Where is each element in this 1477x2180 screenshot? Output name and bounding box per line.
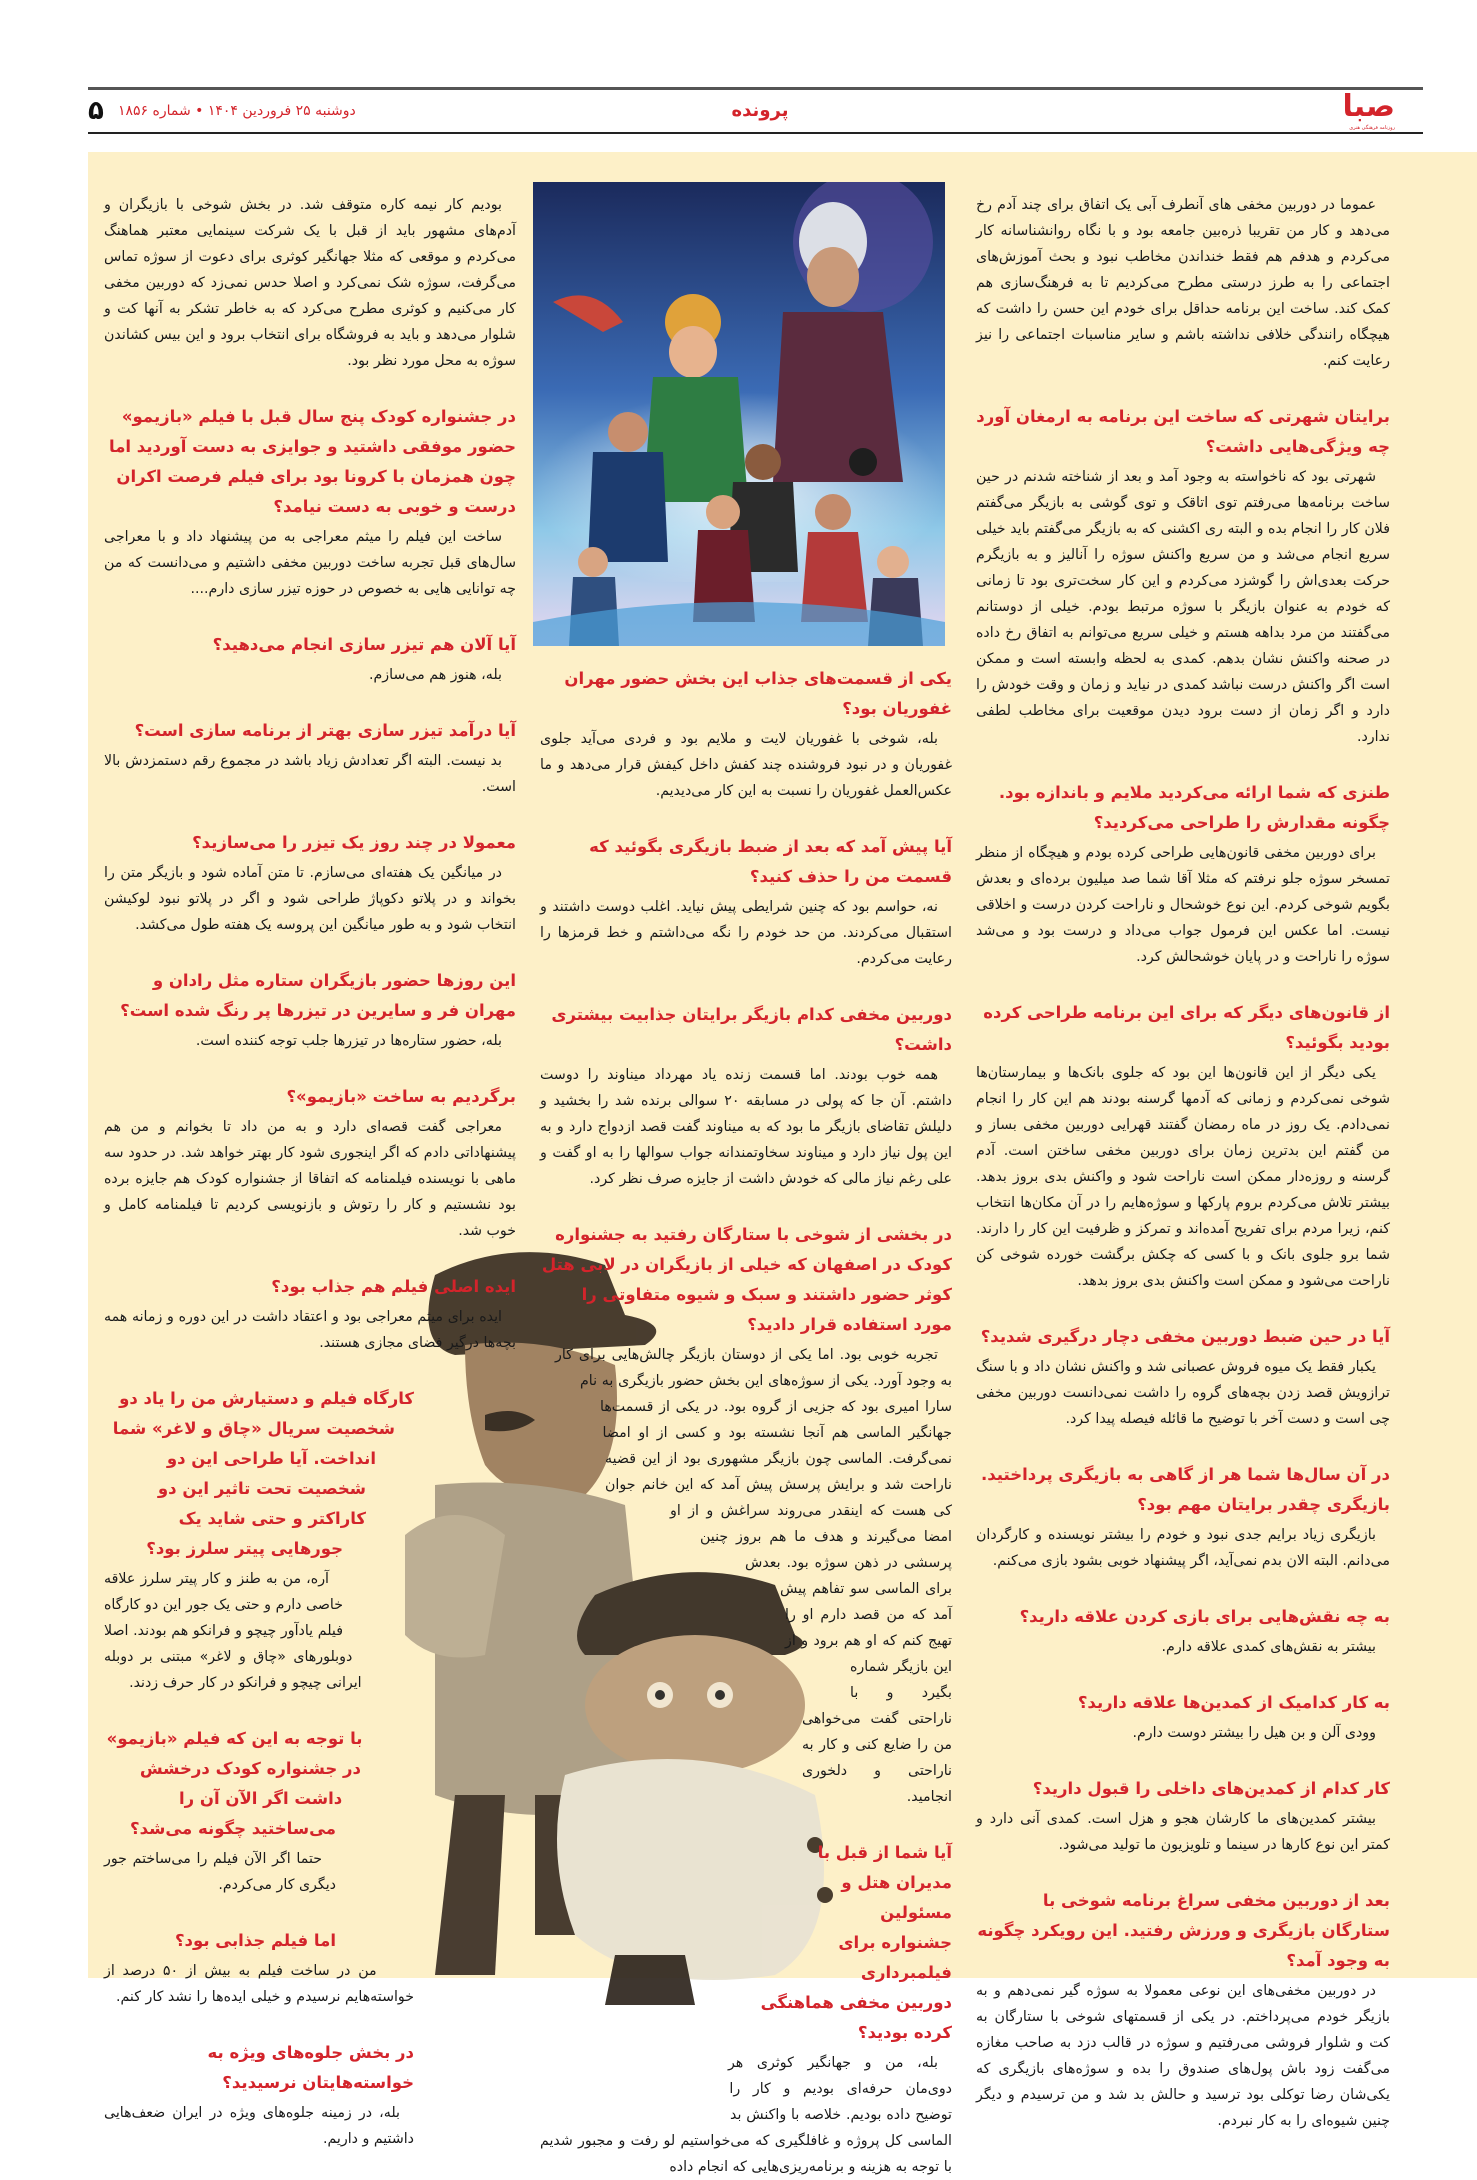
interview-answer: بله، حضور ستاره‌ها در تیزرها جلب توجه کننده است. [195,1033,502,1049]
interview-answer: یکی دیگر از این قانون‌ها این بود که جلوی بانک‌ها و بیمارستان‌ها شوخی نمی‌کردم و زمانی که آدمها گرسنه بودند هم این کار را انجام نمی‌دادم. یک روز در ماه رمضان گفتند قهرایی دوربین مخفی بساز و من گفتم این بدترین زمان برای دوربین مخفی ساختن است. آدم گرسنه و روزه‌دار ممکن است ناراحت شود و واکنش بدی بروز بدهد. بیشتر تلاش می‌کردم بروم پارکها و سوژه‌هایم را در آن مکان‌ها انتخاب کنم، زیرا مردم برای تفریح آمده‌اند و تمرکز و ظرفیت این کار را دارند. شما برو جلوی بانک و با کسی که چکش برگشت خورده شوخی کن ناراحت می‌شود و ممکن است واکنش بدی بروز بدهد. [976,1065,1390,1289]
interview-answer: حتما اگر الآن فیلم را می‌ساختم جور دیگری کار می‌کردم. [104,1851,336,1893]
interview-question: به چه نقش‌هایی برای بازی کردن علاقه دارید؟ [1019,1607,1390,1626]
article-column-left [104,192,516,2152]
qa-item [104,630,516,688]
qa-item [104,1272,516,1356]
newspaper-logo[interactable]: صبا [1342,89,1395,124]
interview-answer: عموما در دوربین مخفی های آنطرف آبی یک اتفاق برای چند آدم رخ می‌دهد و کار من تقریبا ذره‌بین جامعه بود و با نگاه روانشناسانه کار می‌کردم و هدفم هم فقط خنداندن مخاطب نبود و بحث آموزش‌های اجتماعی را به طرز درستی مطرح می‌کردیم تا به فرهنگ‌سازی هم کمک کند. ساخت این برنامه حداقل برای خودم این حسن را داشت که هیچگاه رانندگی خلافی نداشته باشم و سایر مناسبات اجتماعی را نیز رعایت کنم. [976,197,1390,369]
qa-item [976,1602,1390,1660]
header-rule-bottom [88,132,1423,134]
interview-answer: بله، در زمینه جلوه‌های ویژه در ایران ضعف‌هایی داشتیم و داریم. [104,2105,414,2147]
interview-question: در جشنواره کودک پنج سال قبل با فیلم «بازیمو» حضور موفقی داشتید و جوایزی به دست آوردید اما چون همزمان با کرونا بود برای فیلم فرصت اکران درست و خوبی به دست نیامد؟ [109,407,516,516]
interview-question: ایده اصلی فیلم هم جذاب بود؟ [271,1277,516,1296]
interview-question: آیا آلان هم تیزر سازی انجام می‌دهید؟ [212,635,516,654]
interview-question: کار کدام از کمدین‌های داخلی را قبول دارید؟ [1032,1779,1390,1798]
interview-answer: بودیم کار نیمه کاره متوقف شد. در بخش شوخی با بازیگران و آدم‌های مشهور باید از قبل با یک شرکت سینمایی معتبر هماهنگ می‌کردم و موقعی که مثلا جهانگیر کوثری برای دعوت از سوژه تماس می‌گرفت، سوژه شک نمی‌کرد و اصلا حدس نمی‌زد که دوربین مخفی کار می‌کنیم و کوثری مطرح می‌کرد که به خاطر تشکر به آنها کت و شلوار می‌دهد و باید به فروشگاه برای انتخاب برود و این بیس کشاندن سوژه به محل مورد نظر بود. [104,197,516,369]
interview-question: کارگاه فیلم و دستیارش من را یاد دو شخصیت سریال «چاق و لاغر» شما انداخت. آیا طراحی این دو شخصیت تحت تاثیر این دو کاراکتر و حتی شاید یک جورهایی پیتر سلرز بود؟ [112,1389,414,1558]
interview-question: آیا در حین ضبط دوربین مخفی دچار درگیری شدید؟ [980,1327,1390,1346]
interview-answer: در میانگین یک هفته‌ای می‌سازم. تا متن آماده شود و بازیگر متن را بخواند و در پلاتو دکوپاژ طراحی شود و اگر در پلاتو نبود لوکیشن انتخاب شود و به طور میانگین این پروسه یک هفته طول می‌کشد. [104,865,516,933]
qa-item [104,1384,516,1696]
interview-answer: بله، شوخی با غفوریان لایت و ملایم بود و فردی می‌آید جلوی غفوریان و در نبود فروشنده چند کفش داخل کیفش قرار می‌دهد و ما عکس‌العمل غفوریان را نسبت به این کار می‌دیدیم. [540,731,952,799]
newspaper-logo-tagline: روزنامه فرهنگی هنری [1349,125,1395,131]
qa-item [104,716,516,800]
interview-answer: همه خوب بودند. اما قسمت زنده یاد مهرداد میناوند را دوست داشتم. آن جا که پولی در مسابقه ۲۰ سوالی برنده شد را بخشید و دلیلش تقاضای بازیگر ما بود که به میناوند گفت قصد ازدواج دارد و به این پول نیاز دارد و میناوند سخاوتمندانه جواب سوالها را به او گفت و علی رغم نیاز مالی که خودش داشت از جایزه صرف نظر کرد. [540,1067,952,1187]
qa-item [104,966,516,1054]
interview-question: در بخش جلوه‌های ویژه به خواسته‌هایتان نرسیدید؟ [207,2043,414,2092]
qa-item [976,998,1390,1294]
interview-answer: بیشتر کمدین‌های ما کارشان هجو و هزل است. کمدی آنی دارد و کمتر این نوع کارها در سینما و تلویزیون ما تولید می‌شود. [976,1811,1390,1853]
interview-question: یکی از قسمت‌های جذاب این بخش حضور مهران غفوریان بود؟ [564,669,952,718]
interview-answer: وودی آلن و بن هیل را بیشتر دوست دارم. [1132,1725,1376,1741]
film-poster-image [533,182,945,646]
qa-item [976,778,1390,970]
qa-item [104,828,516,938]
interview-question: آیا پیش آمد که بعد از ضبط بازیگری بگوئید که قسمت من را حذف کنید؟ [589,837,952,886]
interview-answer: معراجی گفت قصه‌ای دارد و به من داد تا بخوانم و من هم پیشنهاداتی دادم که اگر اینجوری شود کار بهتر خواهد شد. در حدود سه ماهی با نویسنده فیلمنامه که اتفاقا از جشنواره کودک هم جایزه برده بود نشستیم و کار را رتوش و بازنویسی کردیم تا فیلمنامه کامل و خوب شد. [104,1119,516,1239]
interview-question: بعد از دوربین مخفی سراغ برنامه شوخی با ستارگان بازیگری و ورزش رفتید. این رویکرد چگونه به وجود آمد؟ [977,1891,1390,1970]
header-rule-top [88,87,1423,90]
qa-item [104,1082,516,1244]
interview-answer: شهرتی بود که ناخواسته به وجود آمد و بعد از شناخته شدنم در حین ساخت برنامه‌ها می‌رفتم توی اتاقک و توی گوشی به بازیگر می‌گفتم فلان کار را انجام بده و البته ری اکشنی که به بازیگر می‌گفتم باید خیلی سریع انجام می‌شد و من سریع واکنش سوژه را آنالیز و به بازیگرم حرکت بعدی‌اش را گوشزد می‌کردم و این کار سخت‌تری بود تا زمانی که خودم به عنوان بازیگر با سوژه مرتبط بودم. خیلی از دوستانم می‌گفتند من مرد بداهه هستم و خیلی سریع می‌توانم به اتفاق رخ داده در صحنه واکنش نشان بدهم. کمدی به لحظه وابسته است و ممکن است اگر واکنش درست نباشد کمدی در نیاید و زمان و وقت خودش را دارد و اگر زمان از دست برود دیدن موقعیت برای مخاطب لطفی ندارد. [976,469,1390,745]
interview-question: برگردیم به ساخت «بازیمو»؟ [286,1087,516,1106]
qa-item [104,402,516,602]
interview-question: معمولا در چند روز یک تیزر را می‌سازید؟ [192,833,516,852]
qa-item [104,192,516,374]
interview-question: برایتان شهرتی که ساخت این برنامه به ارمغان آورد چه ویژگی‌هایی داشت؟ [976,407,1390,456]
interview-question: با توجه به این که فیلم «بازیمو» در جشنواره کودک درخشش داشت اگر الآن آن را می‌ساختید چگونه می‌شد؟ [106,1729,363,1838]
qa-item [976,1886,1390,2134]
qa-item [540,1000,952,1192]
qa-item [976,1460,1390,1574]
interview-question: آیا شما از قبل با مدیران هتل و مسئولین جشنواره برای فیلمبرداری دوربین مخفی هماهنگی کرده بودید؟ [760,1843,952,2042]
interview-question: آیا درآمد تیزر سازی بهتر از برنامه سازی است؟ [134,721,516,740]
qa-item [976,402,1390,750]
page-number: ۵ [88,96,104,126]
qa-item [976,192,1390,374]
section-title: پرونده [731,100,789,121]
qa-item [976,1322,1390,1432]
interview-answer: نه، حواسم بود که چنین شرایطی پیش نیاید. اغلب دوست داشتند و استقبال می‌کردند. من حد خودم را نگه می‌داشتم و خط قرمزها را رعایت می‌کردم. [540,899,952,967]
interview-question: به کار کدامیک از کمدین‌ها علاقه دارید؟ [1077,1693,1390,1712]
qa-item [540,1220,952,1810]
qa-item [976,1688,1390,1746]
interview-question: در آن سال‌ها شما هر از گاهی به بازیگری پرداختید. بازیگری چقدر برایتان مهم بود؟ [980,1465,1390,1514]
interview-answer: ساخت این فیلم را میثم معراجی به من پیشنهاد داد و با معراجی سال‌های قبل تجربه ساخت دوربین مخفی داشتیم و می‌دانست که من چه توانایی هایی به خصوص در حوزه تیزر سازی دارم.... [104,529,516,597]
qa-item [540,664,952,804]
interview-answer: بد نیست. البته اگر تعدادش زیاد باشد در مجموع رقم دستمزدش بالا است. [104,753,516,795]
qa-item [540,832,952,972]
interview-answer: بله، من و جهانگیر کوثری هر دوی‌مان حرفه‌ای بودیم و کار را توضیح داده بودیم. خلاصه با واکنش بد الماسی کل پروژه و غافلگیری که می‌خواستیم لو رفت و مجبور شدیم با توجه به هزینه و برنامه‌ریزی‌هایی که انجام داده [540,2055,952,2175]
interview-question: دوربین مخفی کدام بازیگر برایتان جذابیت بیشتری داشت؟ [551,1005,952,1054]
interview-answer: برای دوربین مخفی قانون‌هایی طراحی کرده بودم و هیچگاه از منظر تمسخر سوژه جلو نرفتم که مثلا آقا شما صد میلیون برده‌ای و بعدش بگویم شوخی کردم. این نوع خوشحال و ناراحت کردن درست و اخلاقی نیست. اما عکس این فرمول جواب می‌داد و درست بود و می‌شد سوژه را ناراحت و در پایان خوشحالش کرد. [976,845,1390,965]
interview-answer: بله، هنوز هم می‌سازم. [368,667,502,683]
interview-question: این روزها حضور بازیگران ستاره مثل رادان و مهران فر و سایرین در تیزرها پر رنگ شده است؟ [120,971,516,1020]
interview-answer: بازیگری زیاد برایم جدی نبود و خودم را بیشتر نویسنده و کارگردان می‌دانم. البته الان بدم نمی‌آید، اگر پیشنهاد خوبی بشود بازی می‌کنم. [976,1527,1390,1569]
qa-item [976,1774,1390,1858]
interview-answer: یکبار فقط یک میوه فروش عصبانی شد و واکنش نشان داد و با سنگ ترازویش قصد زدن بچه‌های گروه را داشت نمی‌دانست دوربین مخفی چی است و دست آخر با توضیح ما قائله فیصله پیدا کرد. [976,1359,1390,1427]
article-column-middle [540,664,952,2180]
interview-answer: در دوربین مخفی‌های این نوعی معمولا به سوژه گیر نمی‌دهم و به بازیگر خودم می‌پرداختم. در یکی از قسمتهای شوخی با ستارگان به کت و شلوار فروشی می‌رفتیم و سوژه در قالب دزد به صاحب مغازه می‌گفت زود باش پول‌های صندوق را بده و سوژه‌های بازیگری که یکی‌شان رضا توکلی بود ترسید و حالش بد شد و من ترسیدم و دیگر چنین شیوه‌ای را به کار نبردم. [976,1983,1390,2129]
interview-question: از قانون‌های دیگر که برای این برنامه طراحی کرده بودید بگوئید؟ [983,1003,1390,1052]
interview-answer: آره، من به طنز و کار پیتر سلرز علاقه خاصی دارم و حتی یک جور این دو کارگاه فیلم یادآور چیچو و فرانکو هم بودند. اصلا دوبلورهای «چاق و لاغر» مبتنی بر دوبله ایرانی چیچو و فرانکو در کار حرف زدند. [104,1571,362,1691]
interview-question: در بخشی از شوخی با ستارگان رفتید به جشنواره کودک در اصفهان که خیلی از بازیگران در لابی هتل کوثر حضور داشتند و سبک و شیوه متفاوتی را مورد استفاده قرار دادید؟ [541,1225,952,1334]
interview-answer: من در ساخت فیلم به بیش از ۵۰ درصد از خواسته‌هایم نرسیدم و خیلی ایده‌ها را نشد کار کنم. [104,1963,414,2005]
interview-answer: ایده برای میثم معراجی بود و اعتقاد داشت در این دوره و زمانه همه بچه‌ها درگیر فضای مجازی هستند. [104,1309,516,1351]
dateline: دوشنبه ۲۵ فروردین ۱۴۰۴ • شماره ۱۸۵۶ [118,103,356,119]
interview-question: طنزی که شما ارائه می‌کردید ملایم و باندازه بود. چگونه مقدارش را طراحی می‌کردید؟ [998,783,1390,832]
interview-question: اما فیلم جذابی بود؟ [174,1931,336,1950]
article-column-right [976,192,1390,2134]
interview-answer: تجربه خوبی بود. اما یکی از دوستان بازیگر چالش‌هایی برای کار به وجود آورد. یکی از سوژه‌های این بخش حضور بازیگری به نام سارا امیری بود که جزیی از گروه بود. در یکی از قسمت‌ها جهانگیر الماسی هم آنجا نشسته بود و کسی از او امضا نمی‌گرفت. الماسی چون بازیگر مشهوری بود از این قضیه ناراحت شد و برایش پرسش پیش آمد که این خانم جوان کی هست که اینقدر می‌روند سراغش و از او امضا می‌گیرند و هدف ما هم بروز چنین پرسشی در ذهن سوژه بود. بعدش برای الماسی سو تفاهم پیش آمد که من قصد دارم او را تهیج کنم که او هم برود و از این بازیگر شماره بگیرد و با ناراحتی گفت می‌خواهی من را ضایع کنی و کار به ناراحتی و دلخوری انجامید. [555,1347,952,1805]
interview-answer: بیشتر به نقش‌های کمدی علاقه دارم. [1161,1639,1376,1655]
